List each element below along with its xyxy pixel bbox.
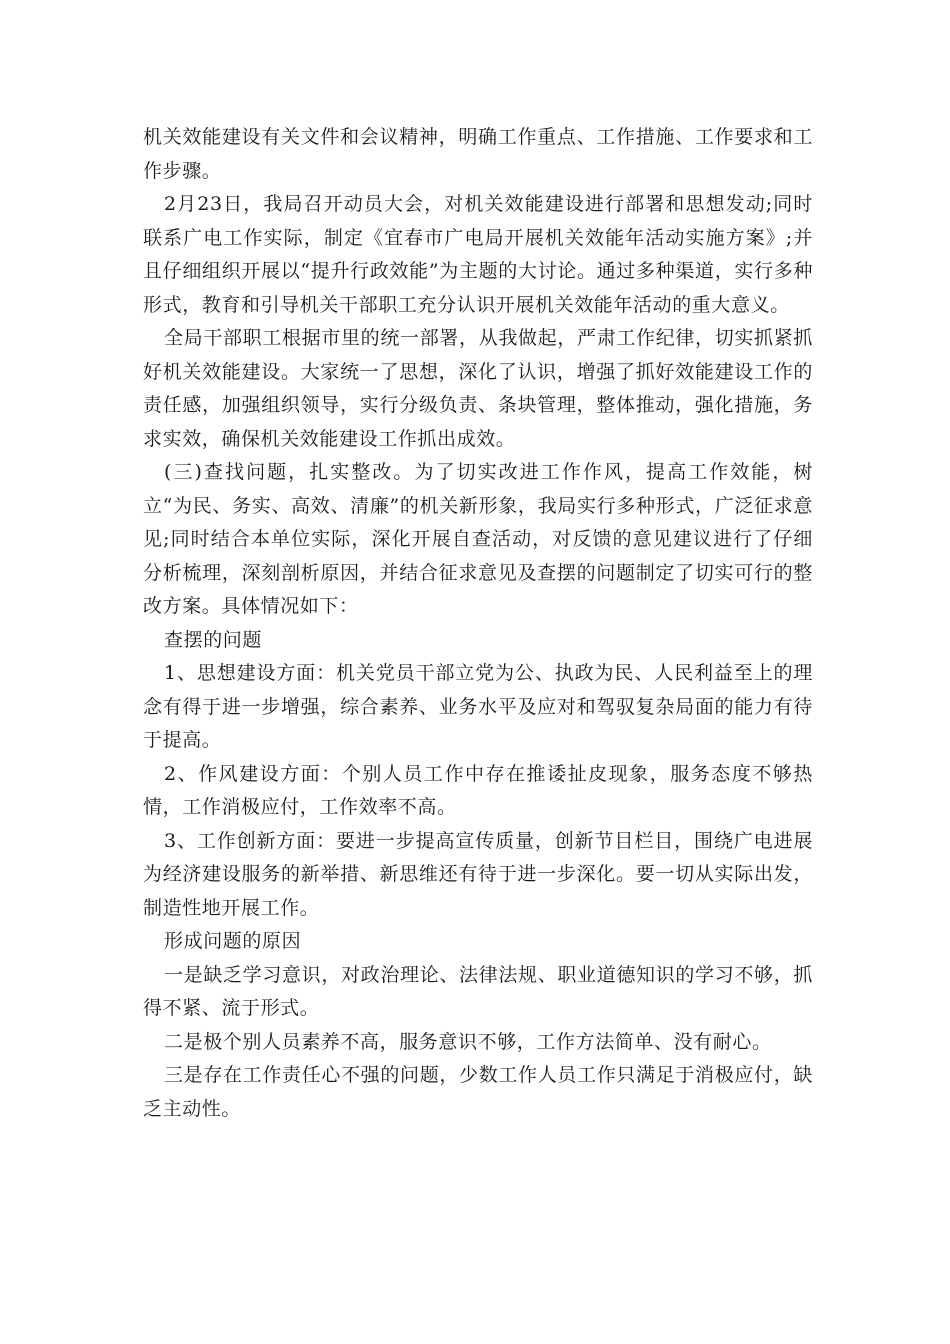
paragraph-mobilization-meeting: 2月23日，我局召开动员大会，对机关效能建设进行部署和思想发动;同时联系广电工作实际，制定《宜春市广电局开展机关效能年活动实施方案》;并且仔细组织开展以“提升行政效能”为主题的大讨论。通过多种渠道，实行多种形式，教育和引导机关干部职工充分认识开展机关效能年活动的重大意义。: [143, 193, 813, 316]
cause-item-2: 二是极个别人员素养不高，服务意识不够，工作方法简单、没有耐心。: [164, 1030, 772, 1053]
list-item-ideology: 1、思想建设方面：机关党员干部立党为公、执政为民、人民利益至上的理念有得于进一步增强，综合素养、业务水平及应对和驾驭复杂局面的能力有待于提高。: [143, 662, 813, 751]
heading-problems-found: 查摆的问题: [164, 628, 263, 651]
document-body: [143, 121, 813, 1126]
paragraph-continuation: 机关效能建设有关文件和会议精神，明确工作重点、工作措施、工作要求和工作步骤。: [143, 126, 813, 182]
heading-causes: 形成问题的原因: [164, 930, 302, 952]
paragraph-find-problems: (三)查找问题，扎实整改。为了切实改进工作作风，提高工作效能，树立“为民、务实、高效、清廉”的机关新形象，我局实行多种形式，广泛征求意见;同时结合本单位实际，深化开展自查活动，对反馈的意见建议进行了仔细分析梳理，深刻剖析原因，并结合征求意见及查摆的问题制定了切实可行的整改方案。具体情况如下：: [143, 461, 813, 617]
cause-item-1: 一是缺乏学习意识，对政治理论、法律法规、职业道德知识的学习不够，抓得不紧、流于形式。: [143, 963, 813, 1019]
paragraph-staff-deployment: 全局干部职工根据市里的统一部署，从我做起，严肃工作纪律，切实抓紧抓好机关效能建设。大家统一了思想，深化了认识，增强了抓好效能建设工作的责任感，加强组织领导，实行分级负责、条块管理，整体推动，强化措施，务求实效，确保机关效能建设工作抓出成效。: [143, 327, 813, 450]
cause-item-3: 三是存在工作责任心不强的问题，少数工作人员工作只满足于消极应付，缺乏主动性。: [143, 1064, 813, 1120]
list-item-work-style: 2、作风建设方面：个别人员工作中存在推诿扯皮现象，服务态度不够热情，工作消极应付，工作效率不高。: [143, 762, 813, 818]
list-item-innovation: 3、工作创新方面：要进一步提高宣传质量，创新节目栏目，围绕广电进展为经济建设服务的新举措、新思维还有待于进一步深化。要一切从实际出发，制造性地开展工作。: [143, 829, 813, 919]
